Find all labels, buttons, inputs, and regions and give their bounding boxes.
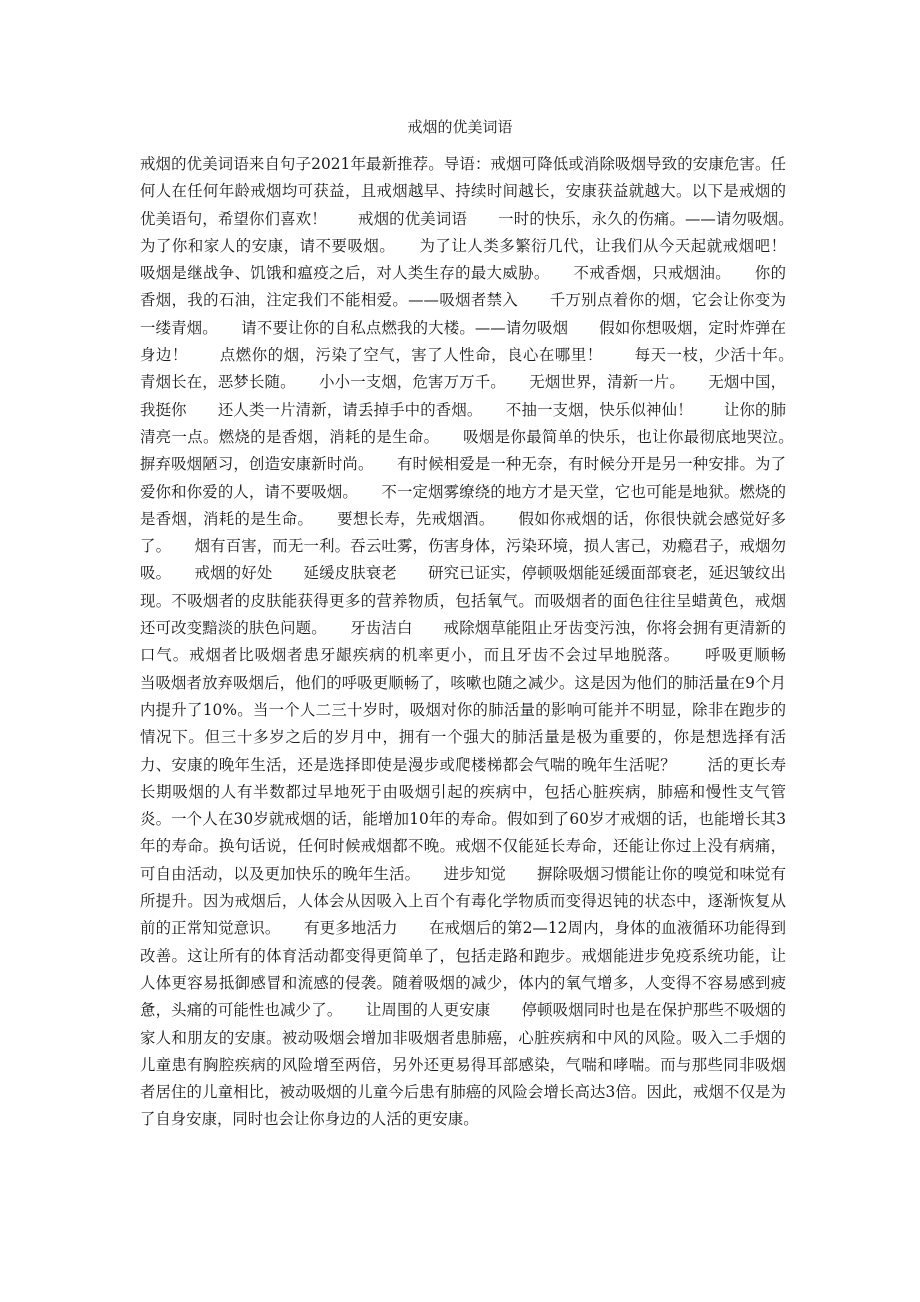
document-title: 戒烟的优美词语: [407, 118, 513, 136]
document-body: 戒烟的优美词语来自句子2021年最新推荐。导语：戒烟可降低或消除吸烟导致的安康危害。任何人在任何年龄戒烟均可获益，且戒烟越早、持续时间越长，安康获益就越大。以下是戒烟的优美语句，希望你们喜欢！ 戒烟的优美词语 一时的快乐，永久的伤痛。——请勿吸烟。 为了你和家人的安康，请不要吸烟。 为了让人类多繁衍几代，让我们从今天起就戒烟吧！ 吸烟是继战争、饥饿和瘟疫之后，对人类生存的最大威胁。 不戒香烟，只戒烟油。 你的香烟，我的石油，注定我们不能相爱。——吸烟者禁入 千万别点着你的烟，它会让你变为一缕青烟。 请不要让你的自私点燃我的大楼。——请勿吸烟 假如你想吸烟，定时炸弹在身边！ 点燃你的烟，污染了空气，害了人性命，良心在哪里！ 每天一枝，少活十年。 青烟长在，恶梦长随。 小小一支烟，危害万万千。 无烟世界，清新一片。 无烟中国，我挺你 还人类一片清新，请丢掉手中的香烟。 不抽一支烟，快乐似神仙！ 让你的肺清亮一点。燃烧的是香烟，消耗的是生命。 吸烟是你最简单的快乐，也让你最彻底地哭泣。 摒弃吸烟陋习，创造安康新时尚。 有时候相爱是一种无奈，有时候分开是另一种安排。为了爱你和你爱的人，请不要吸烟。 不一定烟雾缭绕的地方才是天堂，它也可能是地狱。燃烧的是香烟，消耗的是生命。 要想长寿，先戒烟酒。 假如你戒烟的话，你很快就会感觉好多了。 烟有百害，而无一利。吞云吐雾，伤害身体，污染环境，损人害己，劝瘾君子，戒烟勿吸。 戒烟的好处 延缓皮肤衰老 研究已证实，停顿吸烟能延缓面部衰老，延迟皱纹出现。不吸烟者的皮肤能获得更多的营养物质，包括氧气。而吸烟者的面色往往呈蜡黄色，戒烟还可改变黯淡的肤色问题。 牙齿洁白 戒除烟草能阻止牙齿变污浊，你将会拥有更清新的口气。戒烟者比吸烟者患牙龈疾病的机率更小，而且牙齿不会过早地脱落。 呼吸更顺畅 当吸烟者放弃吸烟后，他们的呼吸更顺畅了，咳嗽也随之减少。这是因为他们的肺活量在9个月内提升了10%。当一个人二三十岁时，吸烟对你的肺活量的影响可能并不明显，除非在跑步的情况下。但三十多岁之后的岁月中，拥有一个强大的肺活量是极为重要的，你是想选择有活力、安康的晚年生活，还是选择即使是漫步或爬楼梯都会气喘的晚年生活呢？ 活的更长寿 长期吸烟的人有半数都过早地死于由吸烟引起的疾病中，包括心脏疾病，肺癌和慢性支气管炎。一个人在30岁就戒烟的话，能增加10年的寿命。假如到了60岁才戒烟的话，也能增长其3年的寿命。换句话说，任何时候戒烟都不晚。戒烟不仅能延长寿命，还能让你过上没有病痛，可自由活动，以及更加快乐的晚年生活。 进步知觉 摒除吸烟习惯能让你的嗅觉和味觉有所提升。因为戒烟后，人体会从因吸入上百个有毒化学物质而变得迟钝的状态中，逐渐恢复从前的正常知觉意识。 有更多地活力 在戒烟后的第2—12周内，身体的血液循环功能得到改善。这让所有的体育活动都变得更简单了，包括走路和跑步。戒烟能进步免疫系统功能，让人体更容易抵御感冒和流感的侵袭。随着吸烟的减少，体内的氧气增多，人变得不容易感到疲惫，头痛的可能性也减少了。 让周围的人更安康 停顿吸烟同时也是在保护那些不吸烟的家人和朋友的安康。被动吸烟会增加非吸烟者患肺癌，心脏疾病和中风的风险。吸入二手烟的儿童患有胸腔疾病的风险增至两倍，另外还更易得耳部感染，气喘和哮喘。而与那些同非吸烟者居住的儿童相比，被动吸烟的儿童今后患有肺癌的风险会增长高达3倍。因此，戒烟不仅是为了自身安康，同时也会让你身边的人活的更安康。: [140, 155, 817, 1129]
